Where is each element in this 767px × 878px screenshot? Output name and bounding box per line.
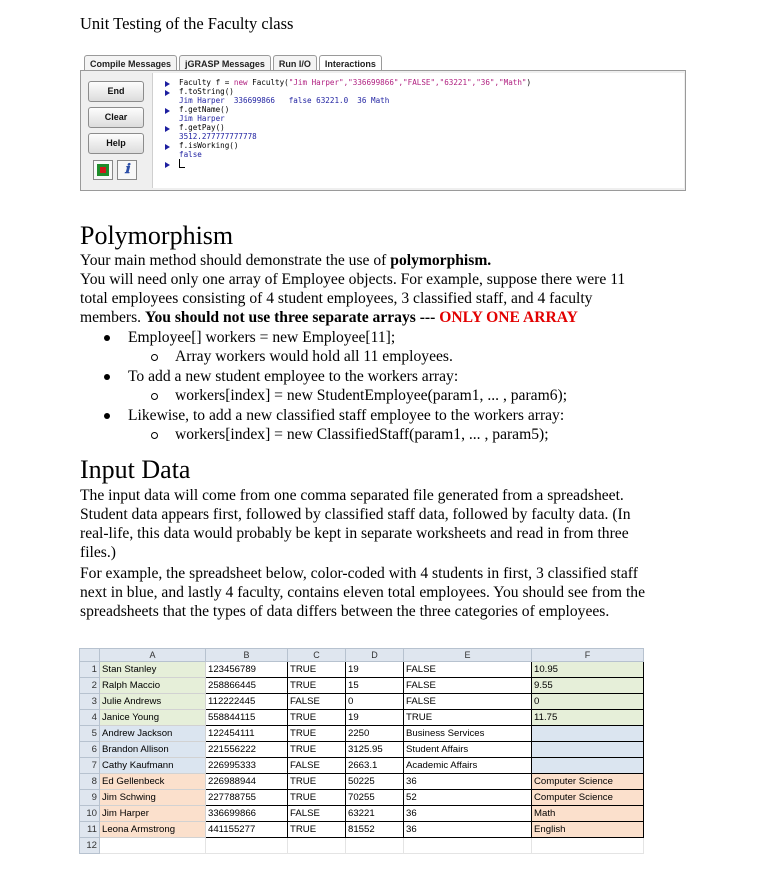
table-row: [80, 694, 644, 710]
table-cell[interactable]: FALSE: [404, 662, 532, 678]
polymorphism-line-1: Your main method should demonstrate the use of polymorphism.: [80, 252, 492, 269]
table-cell[interactable]: Ralph Maccio: [100, 678, 206, 694]
table-cell[interactable]: 15: [346, 678, 404, 694]
table-cell[interactable]: 9.55: [532, 678, 644, 694]
table-row: [80, 774, 644, 790]
table-cell[interactable]: 36: [404, 806, 532, 822]
row-number[interactable]: 11: [80, 822, 100, 838]
table-cell[interactable]: Business Services: [404, 726, 532, 742]
tab-interactions[interactable]: Interactions: [319, 55, 382, 72]
table-cell[interactable]: Brandon Allison: [100, 742, 206, 758]
table-cell[interactable]: Jim Harper: [100, 806, 206, 822]
table-row-empty: [80, 838, 644, 854]
polymorphism-line-2: You will need only one array of Employee objects. For example, suppose there were 11: [80, 271, 626, 288]
row-number[interactable]: 12: [80, 838, 100, 854]
table-row: [80, 806, 644, 822]
table-cell[interactable]: Student Affairs: [404, 742, 532, 758]
table-cell[interactable]: FALSE: [288, 758, 346, 774]
table-cell[interactable]: [532, 838, 644, 854]
input-data-line-2: Student data appears first, followed by classified staff data, followed by faculty data. (In: [80, 506, 631, 523]
table-cell[interactable]: 558844115: [206, 710, 288, 726]
table-cell[interactable]: 123456789: [206, 662, 288, 678]
interactions-pane: [80, 70, 686, 191]
table-cell[interactable]: FALSE: [288, 694, 346, 710]
table-cell[interactable]: 11.75: [532, 710, 644, 726]
table-cell[interactable]: TRUE: [288, 742, 346, 758]
input-data-line-6: next in blue, and lastly 4 faculty, contains eleven total employees. You should see from the: [80, 584, 646, 601]
column-header-f[interactable]: F: [532, 649, 644, 662]
table-row: [80, 822, 644, 838]
input-data-line-4: files.): [80, 544, 116, 561]
table-cell[interactable]: 226995333: [206, 758, 288, 774]
row-number[interactable]: 3: [80, 694, 100, 710]
table-cell[interactable]: 2250: [346, 726, 404, 742]
table-cell[interactable]: 52: [404, 790, 532, 806]
table-cell[interactable]: Leona Armstrong: [100, 822, 206, 838]
table-cell[interactable]: Academic Affairs: [404, 758, 532, 774]
sub-bullet-ring: [151, 432, 158, 439]
table-cell[interactable]: [532, 742, 644, 758]
table-cell[interactable]: Ed Gellenbeck: [100, 774, 206, 790]
input-data-line-1: The input data will come from one comma separated file generated from a spreadsheet.: [80, 487, 624, 504]
sub-bullet-1: Array workers would hold all 11 employees.: [175, 348, 453, 365]
prompt-arrow-icon: [165, 81, 170, 87]
row-number[interactable]: 5: [80, 726, 100, 742]
table-cell[interactable]: Math: [532, 806, 644, 822]
table-cell[interactable]: 63221: [346, 806, 404, 822]
console-line-1: Faculty f = new Faculty("Jim Harper","336699866","FALSE","63221","36","Math"): [179, 78, 532, 87]
prompt-arrow-icon: [165, 162, 170, 168]
table-cell[interactable]: 112222445: [206, 694, 288, 710]
table-cell[interactable]: [288, 838, 346, 854]
row-number[interactable]: 9: [80, 790, 100, 806]
row-number[interactable]: 6: [80, 742, 100, 758]
table-cell[interactable]: Jim Schwing: [100, 790, 206, 806]
table-cell[interactable]: 441155277: [206, 822, 288, 838]
column-header-b[interactable]: B: [206, 649, 288, 662]
bullet-2: To add a new student employee to the workers array:: [128, 368, 459, 385]
table-row: [80, 726, 644, 742]
table-cell[interactable]: 70255: [346, 790, 404, 806]
stop-debug-icon[interactable]: [93, 160, 113, 180]
sub-bullet-3: workers[index] = new ClassifiedStaff(param1, ... , param5);: [175, 426, 549, 443]
input-data-heading: Input Data: [80, 455, 191, 484]
table-cell[interactable]: [532, 726, 644, 742]
polymorphism-line-4: members. You should not use three separate arrays --- ONLY ONE ARRAY: [80, 309, 578, 326]
corner-cell[interactable]: [80, 649, 100, 662]
table-cell[interactable]: Andrew Jackson: [100, 726, 206, 742]
table-cell[interactable]: TRUE: [288, 822, 346, 838]
input-data-line-3: real-life, this data would probably be kept in separate worksheets and read in from three: [80, 525, 629, 542]
jgrasp-panel: [80, 53, 684, 190]
table-row: [80, 758, 644, 774]
table-cell[interactable]: TRUE: [288, 662, 346, 678]
table-row: [80, 662, 644, 678]
tab-run-io[interactable]: Run I/O: [273, 55, 317, 72]
table-cell[interactable]: 19: [346, 710, 404, 726]
row-number[interactable]: 8: [80, 774, 100, 790]
table-cell[interactable]: 221556222: [206, 742, 288, 758]
table-cell[interactable]: 0: [532, 694, 644, 710]
row-number[interactable]: 1: [80, 662, 100, 678]
input-data-line-7: spreadsheets that the types of data differs between the three categories of employees.: [80, 603, 610, 620]
prompt-arrow-icon: [165, 108, 170, 114]
employee-spreadsheet: [79, 648, 644, 854]
row-number[interactable]: 10: [80, 806, 100, 822]
column-header-e[interactable]: E: [404, 649, 532, 662]
prompt-arrow-icon: [165, 126, 170, 132]
bullet-3: Likewise, to add a new classified staff employee to the workers array:: [128, 407, 565, 424]
console-line-9: false: [179, 150, 202, 159]
table-cell[interactable]: Computer Science: [532, 774, 644, 790]
console-line-6: f.getPay(): [179, 123, 225, 132]
table-cell[interactable]: 36: [404, 774, 532, 790]
console-line-7: 3512.277777777778: [179, 132, 257, 141]
table-cell[interactable]: TRUE: [288, 774, 346, 790]
sub-bullet-2: workers[index] = new StudentEmployee(param1, ... , param6);: [175, 387, 568, 404]
polymorphism-line-3: total employees consisting of 4 student employees, 3 classified staff, and 4 faculty: [80, 290, 593, 307]
table-cell[interactable]: TRUE: [288, 726, 346, 742]
table-cell[interactable]: 258866445: [206, 678, 288, 694]
table-cell[interactable]: 336699866: [206, 806, 288, 822]
table-cell[interactable]: [100, 838, 206, 854]
interactions-console[interactable]: [152, 73, 684, 188]
column-header-a[interactable]: A: [100, 649, 206, 662]
table-cell[interactable]: 19: [346, 662, 404, 678]
bullet-dot: [104, 335, 110, 341]
table-cell[interactable]: Julie Andrews: [100, 694, 206, 710]
table-cell[interactable]: [346, 838, 404, 854]
column-header-d[interactable]: D: [346, 649, 404, 662]
table-row: [80, 710, 644, 726]
help-button[interactable]: Help: [88, 133, 144, 154]
table-cell[interactable]: 122454111: [206, 726, 288, 742]
console-line-5: Jim Harper: [179, 114, 225, 123]
prompt-arrow-icon: [165, 144, 170, 150]
table-cell[interactable]: FALSE: [404, 678, 532, 694]
table-cell[interactable]: 227788755: [206, 790, 288, 806]
document-title: Unit Testing of the Faculty class: [80, 14, 294, 33]
sub-bullet-ring: [151, 393, 158, 400]
table-cell[interactable]: 36: [404, 822, 532, 838]
table-cell[interactable]: Computer Science: [532, 790, 644, 806]
table-cell[interactable]: 50225: [346, 774, 404, 790]
bullet-1: Employee[] workers = new Employee[11];: [128, 329, 396, 346]
console-line-8: f.isWorking(): [179, 141, 239, 150]
table-cell[interactable]: TRUE: [288, 678, 346, 694]
table-cell[interactable]: Janice Young: [100, 710, 206, 726]
table-cell[interactable]: [532, 758, 644, 774]
table-cell[interactable]: FALSE: [288, 806, 346, 822]
tab-compile-messages[interactable]: Compile Messages: [84, 55, 177, 72]
input-data-line-5: For example, the spreadsheet below, color-coded with 4 students in first, 3 classified staff: [80, 565, 638, 582]
row-number[interactable]: 7: [80, 758, 100, 774]
console-line-2: f.toString(): [179, 87, 234, 96]
end-button[interactable]: End: [88, 81, 144, 102]
console-cursor: [179, 159, 185, 168]
clear-button[interactable]: Clear: [88, 107, 144, 128]
column-header-c[interactable]: C: [288, 649, 346, 662]
table-cell[interactable]: TRUE: [288, 710, 346, 726]
table-cell[interactable]: Cathy Kaufmann: [100, 758, 206, 774]
table-cell[interactable]: English: [532, 822, 644, 838]
bullet-dot: [104, 374, 110, 380]
table-cell[interactable]: 10.95: [532, 662, 644, 678]
table-cell[interactable]: Stan Stanley: [100, 662, 206, 678]
tab-jgrasp-messages[interactable]: jGRASP Messages: [179, 55, 271, 72]
sub-bullet-ring: [151, 354, 158, 361]
table-cell[interactable]: TRUE: [288, 790, 346, 806]
table-cell[interactable]: 0: [346, 694, 404, 710]
console-line-4: f.getName(): [179, 105, 230, 114]
table-cell[interactable]: 3125.95: [346, 742, 404, 758]
table-row: [80, 790, 644, 806]
console-line-3: Jim Harper 336699866 false 63221.0 36 Math: [179, 96, 390, 105]
polymorphism-heading: Polymorphism: [80, 221, 234, 250]
table-cell[interactable]: [206, 838, 288, 854]
row-number[interactable]: 2: [80, 678, 100, 694]
table-cell[interactable]: 226988944: [206, 774, 288, 790]
prompt-arrow-icon: [165, 90, 170, 96]
table-cell[interactable]: FALSE: [404, 694, 532, 710]
row-number[interactable]: 4: [80, 710, 100, 726]
column-header-row: [80, 649, 644, 662]
table-cell[interactable]: TRUE: [404, 710, 532, 726]
table-row: [80, 742, 644, 758]
table-cell[interactable]: [404, 838, 532, 854]
bullet-dot: [104, 413, 110, 419]
table-row: [80, 678, 644, 694]
table-cell[interactable]: 2663.1: [346, 758, 404, 774]
table-cell[interactable]: 81552: [346, 822, 404, 838]
info-icon[interactable]: ℹ: [117, 160, 137, 180]
